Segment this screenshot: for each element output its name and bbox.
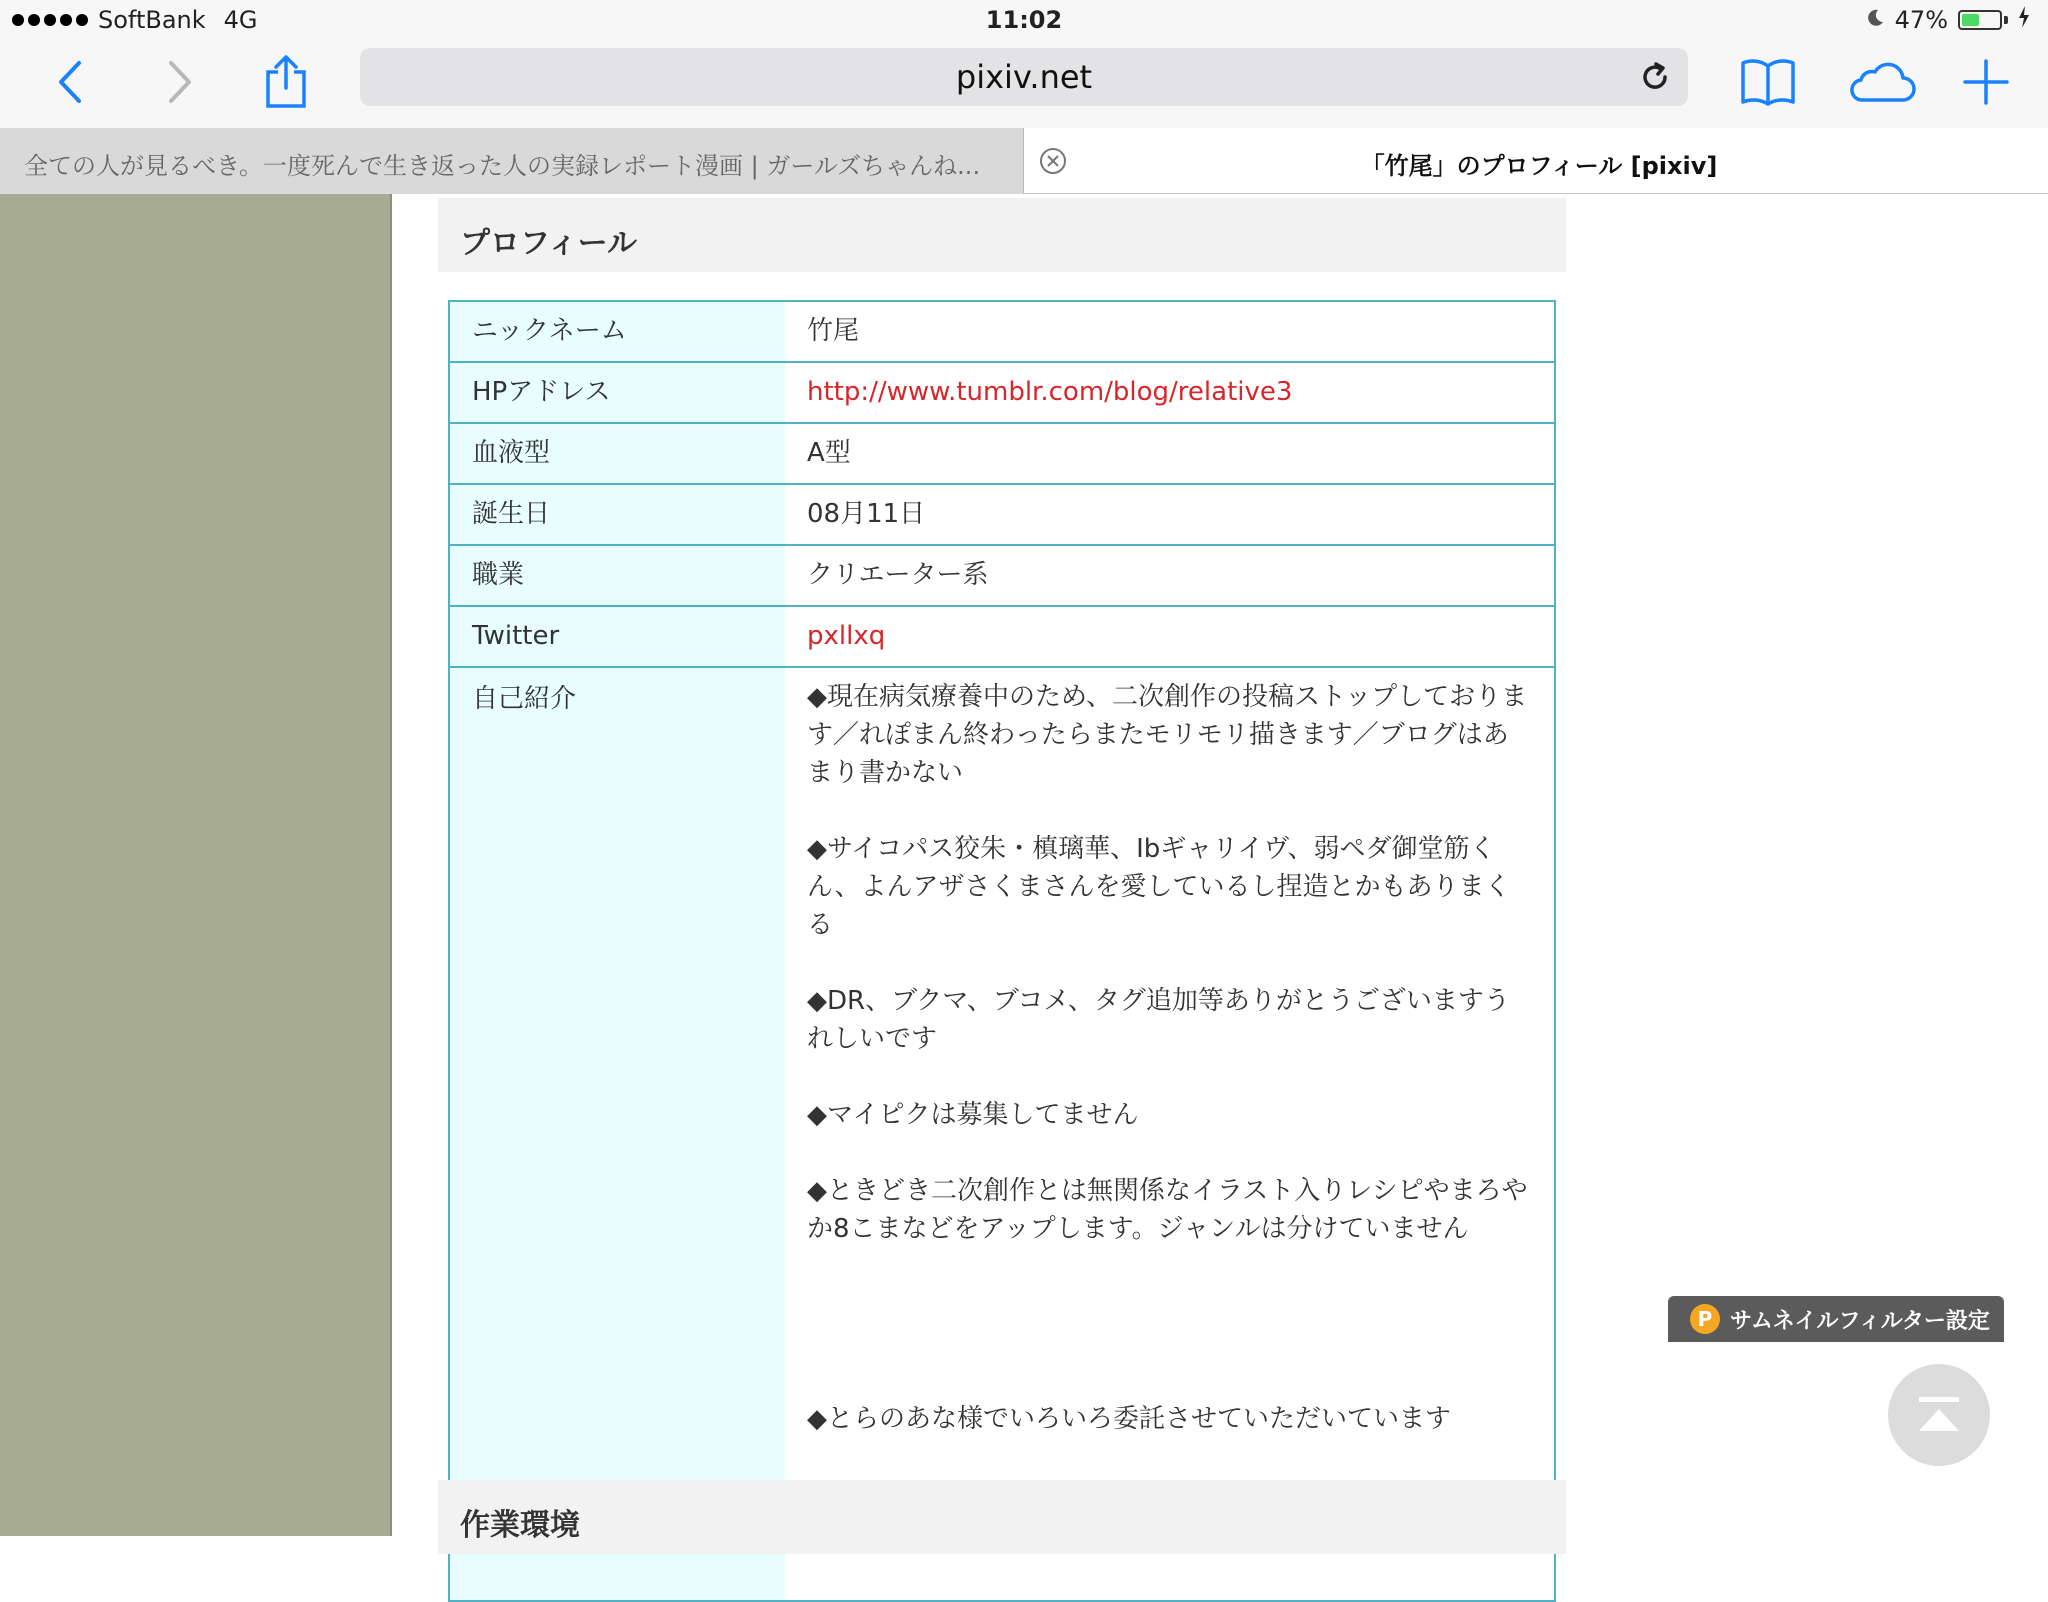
intro-paragraph: ◆DR、ブクマ、ブコメ、タグ追加等ありがとうございますうれしいです [807, 986, 1510, 1054]
battery-percent: 47% [1894, 6, 1948, 34]
table-row-twitter [449, 606, 1555, 667]
intro-label: 自己紹介 [449, 667, 785, 1601]
scroll-to-top-button[interactable] [1888, 1364, 1990, 1466]
tab-pixiv-profile[interactable]: 「竹尾」のプロフィール [pixiv] [1360, 152, 1718, 180]
birthday-value: 08月11日 [785, 484, 1555, 545]
birthday-label: 誕生日 [449, 484, 785, 545]
forward-button[interactable] [150, 52, 210, 112]
charging-icon [2018, 6, 2030, 34]
close-tab-button[interactable] [1038, 146, 1068, 176]
pixiv-p-icon: P [1690, 1304, 1720, 1334]
table-row-hp [449, 362, 1555, 423]
address-bar-url: pixiv.net [955, 58, 1093, 96]
reload-button[interactable] [1638, 60, 1672, 94]
table-row-birthday [449, 484, 1555, 545]
chevron-right-icon [165, 59, 195, 105]
cloud-icon [1847, 60, 1917, 104]
close-icon [1038, 146, 1068, 176]
status-time: 11:02 [985, 6, 1063, 34]
carrier-name: SoftBank [98, 6, 206, 34]
battery-tip [2004, 16, 2008, 24]
intro-paragraph: ◆サイコパス狡朱・槙璃華、Ibギャリイヴ、弱ペダ御堂筋くん、よんアザさくまさんを愛しているし捏造とかもありまくる [807, 834, 1511, 940]
back-button[interactable] [40, 52, 100, 112]
bookmarks-button[interactable] [1738, 52, 1798, 112]
reload-icon [1638, 60, 1672, 94]
thumbnail-filter-label: サムネイルフィルター設定 [1730, 1308, 1990, 1334]
workspace-heading: 作業環境 [438, 1480, 1566, 1554]
icloud-tabs-button[interactable] [1846, 52, 1918, 112]
new-tab-button[interactable] [1956, 52, 2016, 112]
arrow-up-to-top-icon [1915, 1395, 1963, 1435]
blood-label: 血液型 [449, 423, 785, 484]
profile-table [448, 300, 1556, 1602]
job-label: 職業 [449, 545, 785, 606]
address-bar[interactable] [360, 48, 1688, 106]
left-sidebar-background [0, 194, 392, 1536]
moon-icon [1865, 6, 1885, 34]
tab-girlschannel[interactable]: 全ての人が見るべき。一度死んで生き返った人の実録レポート漫画 | ガールズちゃんね... [0, 128, 1024, 194]
browser-toolbar [0, 42, 2048, 128]
table-row-job [449, 545, 1555, 606]
tab-bar [0, 128, 2048, 194]
share-icon [264, 54, 308, 110]
table-row-intro [449, 667, 1555, 1601]
table-row-nickname [449, 301, 1555, 362]
twitter-label: Twitter [449, 606, 785, 667]
intro-value [785, 667, 1555, 1601]
share-button[interactable] [256, 52, 316, 112]
table-row-blood [449, 423, 1555, 484]
twitter-link[interactable]: pxllxq [807, 621, 886, 651]
book-icon [1740, 58, 1796, 106]
intro-paragraph: ◆現在病気療養中のため、二次創作の投稿ストップしております／れぽまん終わったらまたモリモリ描きます／ブログはあまり書かない [807, 682, 1528, 788]
chevron-left-icon [55, 59, 85, 105]
battery-icon [1958, 10, 2002, 30]
hp-link[interactable]: http://www.tumblr.com/blog/relative3 [807, 377, 1293, 407]
nickname-value: 竹尾 [785, 301, 1555, 362]
profile-heading: プロフィール [438, 198, 1566, 272]
status-bar [0, 0, 2048, 42]
blood-value: A型 [785, 423, 1555, 484]
network-type: 4G [223, 6, 258, 34]
toranoana-text: ◆とらのあな様でいろいろ委託させていただいています [807, 1404, 1451, 1434]
job-value: クリエーター系 [785, 545, 1555, 606]
thumbnail-filter-button[interactable] [1668, 1296, 2004, 1342]
hp-label: HPアドレス [449, 362, 785, 423]
intro-paragraph: ◆マイピクは募集してません [807, 1100, 1139, 1130]
status-right [1865, 6, 2030, 34]
nickname-label: ニックネーム [449, 301, 785, 362]
intro-paragraph: ◆ときどき二次創作とは無関係なイラスト入りレシピやまろやか8こまなどをアップします。ジャンルは分けていません [807, 1176, 1528, 1244]
plus-icon [1963, 59, 2009, 105]
